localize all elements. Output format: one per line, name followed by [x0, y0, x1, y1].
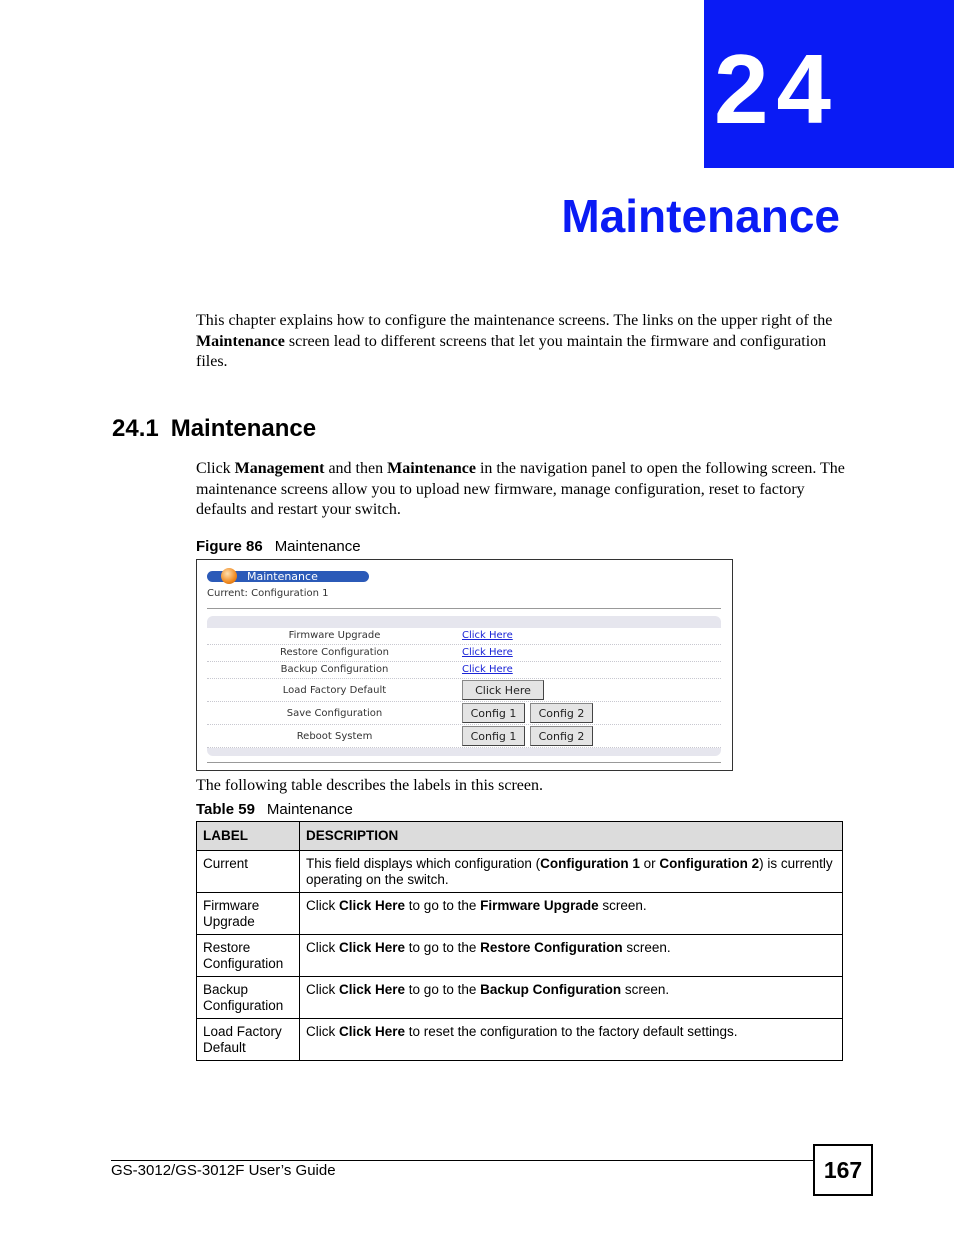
- desc-text: screen.: [622, 940, 671, 955]
- row-save-configuration: [207, 702, 721, 725]
- maintenance-screenshot: [196, 559, 733, 771]
- load-factory-default-button[interactable]: Click Here: [462, 680, 544, 700]
- para-text: and then: [324, 460, 388, 477]
- table-cell-description: [300, 977, 843, 1019]
- row-restore-configuration: [207, 645, 721, 662]
- table-caption: [196, 801, 353, 818]
- row-label: Load Factory Default: [282, 685, 387, 696]
- desc-bold: Click Here: [339, 1024, 406, 1039]
- column-header-description: DESCRIPTION: [300, 822, 843, 851]
- table-cell-label: Current: [197, 851, 300, 893]
- labels-table: [196, 821, 843, 1061]
- desc-text: to go to the: [405, 940, 481, 955]
- section-number: 24.1: [112, 415, 159, 442]
- table-cell-description: [300, 935, 843, 977]
- desc-text: This field displays which configuration (: [306, 856, 541, 871]
- desc-text: to reset the configuration to the factory default settings.: [405, 1024, 738, 1039]
- figure-caption-label: Figure 86: [196, 538, 263, 555]
- para-bold: Maintenance: [387, 460, 476, 477]
- orange-ball-icon: [221, 568, 237, 584]
- table-row: [197, 1019, 843, 1061]
- chapter-number-box: [704, 0, 954, 168]
- divider: [207, 762, 721, 763]
- section-title: Maintenance: [170, 415, 317, 442]
- table-cell-label: Backup Configuration: [197, 977, 300, 1019]
- row-label: Reboot System: [296, 731, 373, 742]
- backup-configuration-link[interactable]: Click Here: [462, 664, 513, 675]
- table-cell-label: Firmware Upgrade: [197, 893, 300, 935]
- intro-bold: Maintenance: [196, 332, 285, 350]
- reboot-config-1-button[interactable]: Config 1: [462, 726, 525, 746]
- section-heading: [112, 415, 316, 444]
- screen-title: Maintenance: [247, 570, 318, 583]
- divider: [207, 608, 721, 609]
- row-reboot-system: [207, 725, 721, 748]
- desc-text: or: [639, 856, 660, 871]
- desc-bold: Click Here: [339, 982, 406, 997]
- reboot-config-2-button[interactable]: Config 2: [530, 726, 593, 746]
- following-text: The following table describes the labels in this screen.: [196, 777, 544, 794]
- footer-guide-title: GS-3012/GS-3012F User’s Guide: [111, 1162, 336, 1179]
- row-label: Restore Configuration: [280, 647, 389, 658]
- row-label: Firmware Upgrade: [288, 630, 381, 641]
- intro-text: This chapter explains how to configure the maintenance screens. The links on the upper right of the: [196, 312, 833, 329]
- restore-configuration-link[interactable]: Click Here: [462, 647, 513, 658]
- screen-title-bar: [207, 571, 369, 582]
- save-config-2-button[interactable]: Config 2: [530, 703, 593, 723]
- figure-caption-title: Maintenance: [274, 538, 361, 555]
- table-header-row: [197, 822, 843, 851]
- row-label: Save Configuration: [286, 708, 383, 719]
- desc-bold: Configuration 1: [540, 856, 640, 871]
- table-cell-description: [300, 851, 843, 893]
- desc-bold: Configuration 2: [659, 856, 760, 871]
- table-cell-label: Load Factory Default: [197, 1019, 300, 1061]
- desc-text: Click: [306, 940, 339, 955]
- desc-text: Click: [306, 982, 339, 997]
- row-load-factory-default: [207, 679, 721, 702]
- current-configuration: Current: Configuration 1: [207, 588, 329, 599]
- desc-text: Click: [306, 898, 339, 913]
- table-row: [197, 851, 843, 893]
- desc-bold: Restore Configuration: [480, 940, 623, 955]
- desc-text: to go to the: [405, 898, 481, 913]
- intro-text: screen lead to different screens that let you maintain the firmware and configuration files.: [196, 332, 827, 370]
- desc-text: ) is currently operating on the switch.: [306, 856, 833, 887]
- para-bold: Management: [234, 460, 325, 477]
- para-text: in the navigation panel to open the following screen. The maintenance screens allow you to upload new firmware, manage configuration, reset to factory defaults and restart your switch.: [196, 460, 845, 518]
- table-caption-label: Table 59: [196, 801, 255, 818]
- table-cell-label: Restore Configuration: [197, 935, 300, 977]
- table-cell-description: [300, 1019, 843, 1061]
- save-config-1-button[interactable]: Config 1: [462, 703, 525, 723]
- intro-paragraph: [196, 311, 846, 373]
- desc-bold: Backup Configuration: [480, 982, 622, 997]
- chapter-number: 24: [714, 34, 840, 144]
- figure-caption: [196, 538, 361, 555]
- table-cell-description: [300, 893, 843, 935]
- row-backup-configuration: [207, 662, 721, 679]
- desc-bold: Firmware Upgrade: [480, 898, 599, 913]
- table-row: [197, 977, 843, 1019]
- firmware-upgrade-link[interactable]: Click Here: [462, 630, 513, 641]
- row-label: Backup Configuration: [280, 664, 389, 675]
- desc-bold: Click Here: [339, 940, 406, 955]
- maintenance-panel: [207, 616, 721, 756]
- table-row: [197, 893, 843, 935]
- desc-text: to go to the: [405, 982, 481, 997]
- row-firmware-upgrade: [207, 628, 721, 645]
- page-number: 167: [813, 1144, 873, 1196]
- footer-rule: [111, 1160, 815, 1161]
- column-header-label: LABEL: [197, 822, 300, 851]
- section-paragraph: [196, 459, 846, 521]
- table-caption-title: Maintenance: [266, 801, 353, 818]
- desc-text: screen.: [621, 982, 670, 997]
- desc-bold: Click Here: [339, 898, 406, 913]
- table-row: [197, 935, 843, 977]
- desc-text: screen.: [598, 898, 647, 913]
- desc-text: Click: [306, 1024, 339, 1039]
- chapter-title: Maintenance: [561, 190, 840, 242]
- para-text: Click: [196, 460, 235, 477]
